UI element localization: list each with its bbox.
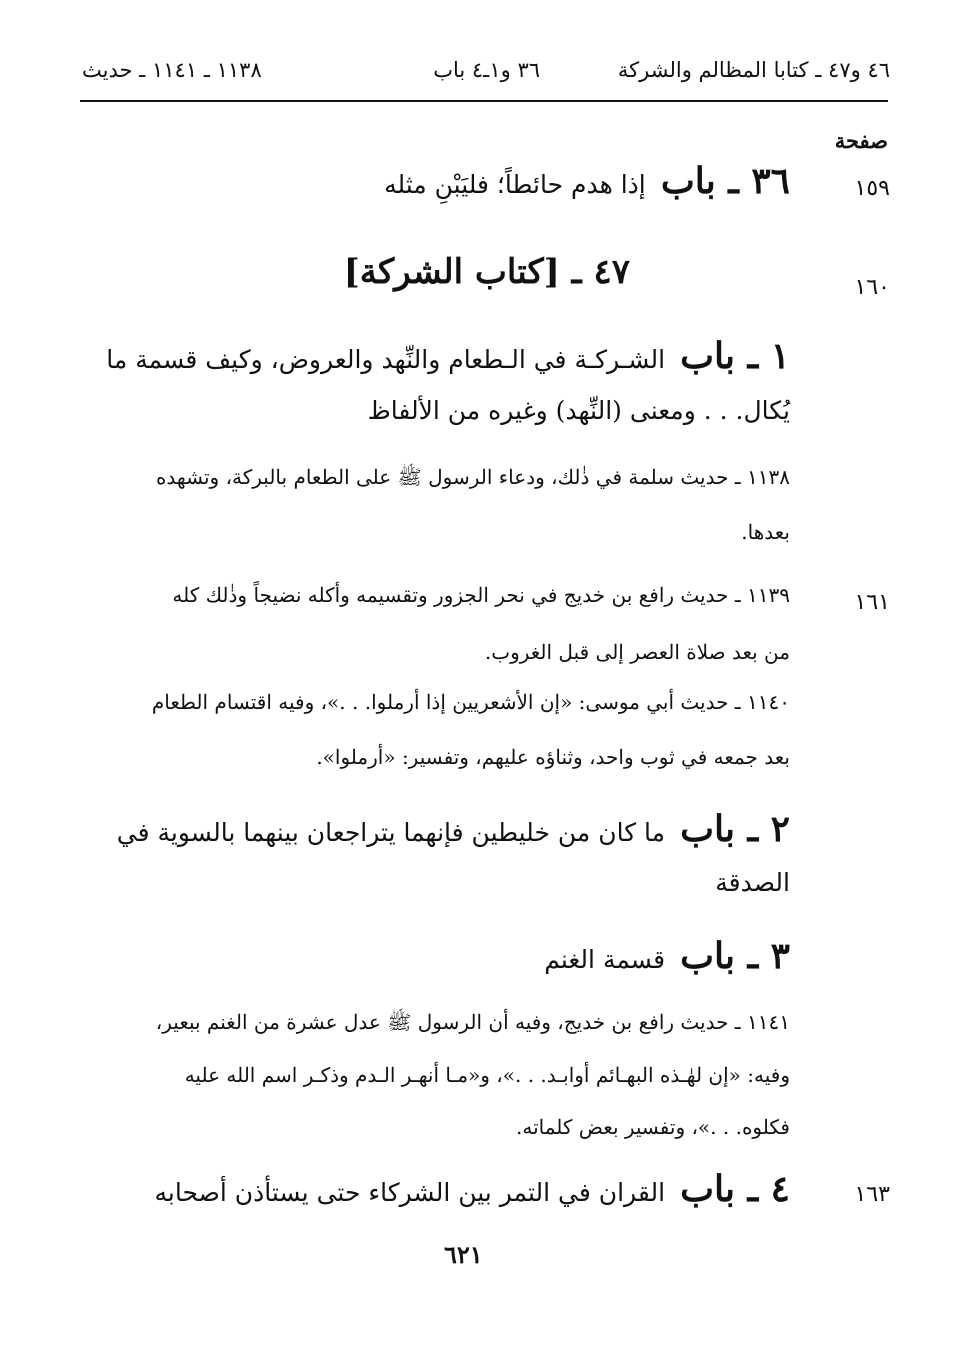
- chapter-title-cont: الصدقة: [715, 868, 790, 897]
- chapter-heading: [106, 335, 790, 377]
- running-header-center: ٣٦ و١ـ٤ باب: [433, 58, 540, 82]
- page-column-label: صفحة: [834, 128, 888, 153]
- chapter-heading: [384, 160, 790, 202]
- chapter-heading: [154, 1168, 790, 1210]
- book-title: ٤٧ ـ [كتاب الشركة]: [343, 252, 630, 292]
- page-ref: ١٦٠: [854, 275, 890, 300]
- page-number: ٦٢١: [444, 1240, 483, 1269]
- chapter-title-cont: يُكال. . . ومعنى (النِّهد) وغيره من الألفاظ: [367, 396, 790, 425]
- hadith-line: وفيه: «إن لهٰـذه البهـائم أوابـد. . .»، و«مـا أنهـر الـدم وذكـر اسم الله عليه: [184, 1063, 790, 1087]
- page-ref: ١٦١: [854, 590, 890, 615]
- chapter-number: ٣٦ ـ باب: [660, 160, 790, 202]
- hadith-line: ١١٤٠ ـ حديث أبي موسى: «إن الأشعريين إذا أرملوا. . .»، وفيه اقتسام الطعام: [151, 690, 790, 714]
- hadith-line: ١١٤١ ـ حديث رافع بن خديج، وفيه أن الرسول ﷺ عدل عشرة من الغنم ببعير،: [155, 1010, 790, 1034]
- chapter-number: ٢ ـ باب: [680, 808, 790, 850]
- page-ref: ١٥٩: [854, 176, 890, 201]
- page-ref: ١٦٣: [854, 1182, 890, 1207]
- chapter-title: إذا هدم حائطاً؛ فليَبْنِ مثله: [384, 170, 646, 199]
- chapter-title: القران في التمر بين الشركاء حتى يستأذن أصحابه: [154, 1178, 666, 1207]
- chapter-number: ٣ ـ باب: [680, 935, 790, 977]
- running-header-left: ١١٣٨ ـ ١١٤١ ـ حديث: [82, 58, 262, 82]
- hadith-line: ١١٣٨ ـ حديث سلمة في ذٰلك، ودعاء الرسول ﷺ على الطعام بالبركة، وتشهده: [155, 465, 790, 489]
- hadith-line: فكلوه. . .»، وتفسير بعض كلماته.: [515, 1115, 790, 1139]
- chapter-number: ٤ ـ باب: [680, 1168, 790, 1210]
- hadith-line: بعدها.: [741, 520, 790, 544]
- chapter-title: قسمة الغنم: [544, 945, 666, 974]
- hadith-line: ١١٣٩ ـ حديث رافع بن خديج في نحر الجزور وتقسيمه وأكله نضيجاً وذٰلك كله: [172, 583, 790, 607]
- hadith-line: بعد جمعه في ثوب واحد، وثناؤه عليهم، وتفسير: «أرملوا».: [316, 745, 790, 769]
- chapter-title: الشـركـة في الـطعام والنِّهد والعروض، وكيف قسمة ما: [106, 345, 666, 374]
- header-rule: [80, 100, 888, 102]
- hadith-line: من بعد صلاة العصر إلى قبل الغروب.: [484, 640, 790, 664]
- chapter-title: ما كان من خليطين فإنهما يتراجعان بينهما بالسوية في: [116, 818, 666, 847]
- chapter-number: ١ ـ باب: [680, 335, 790, 377]
- chapter-heading: [117, 808, 790, 850]
- running-header-right: ٤٦ و٤٧ ـ كتابا المظالم والشركة: [617, 58, 890, 82]
- chapter-heading: [544, 935, 790, 977]
